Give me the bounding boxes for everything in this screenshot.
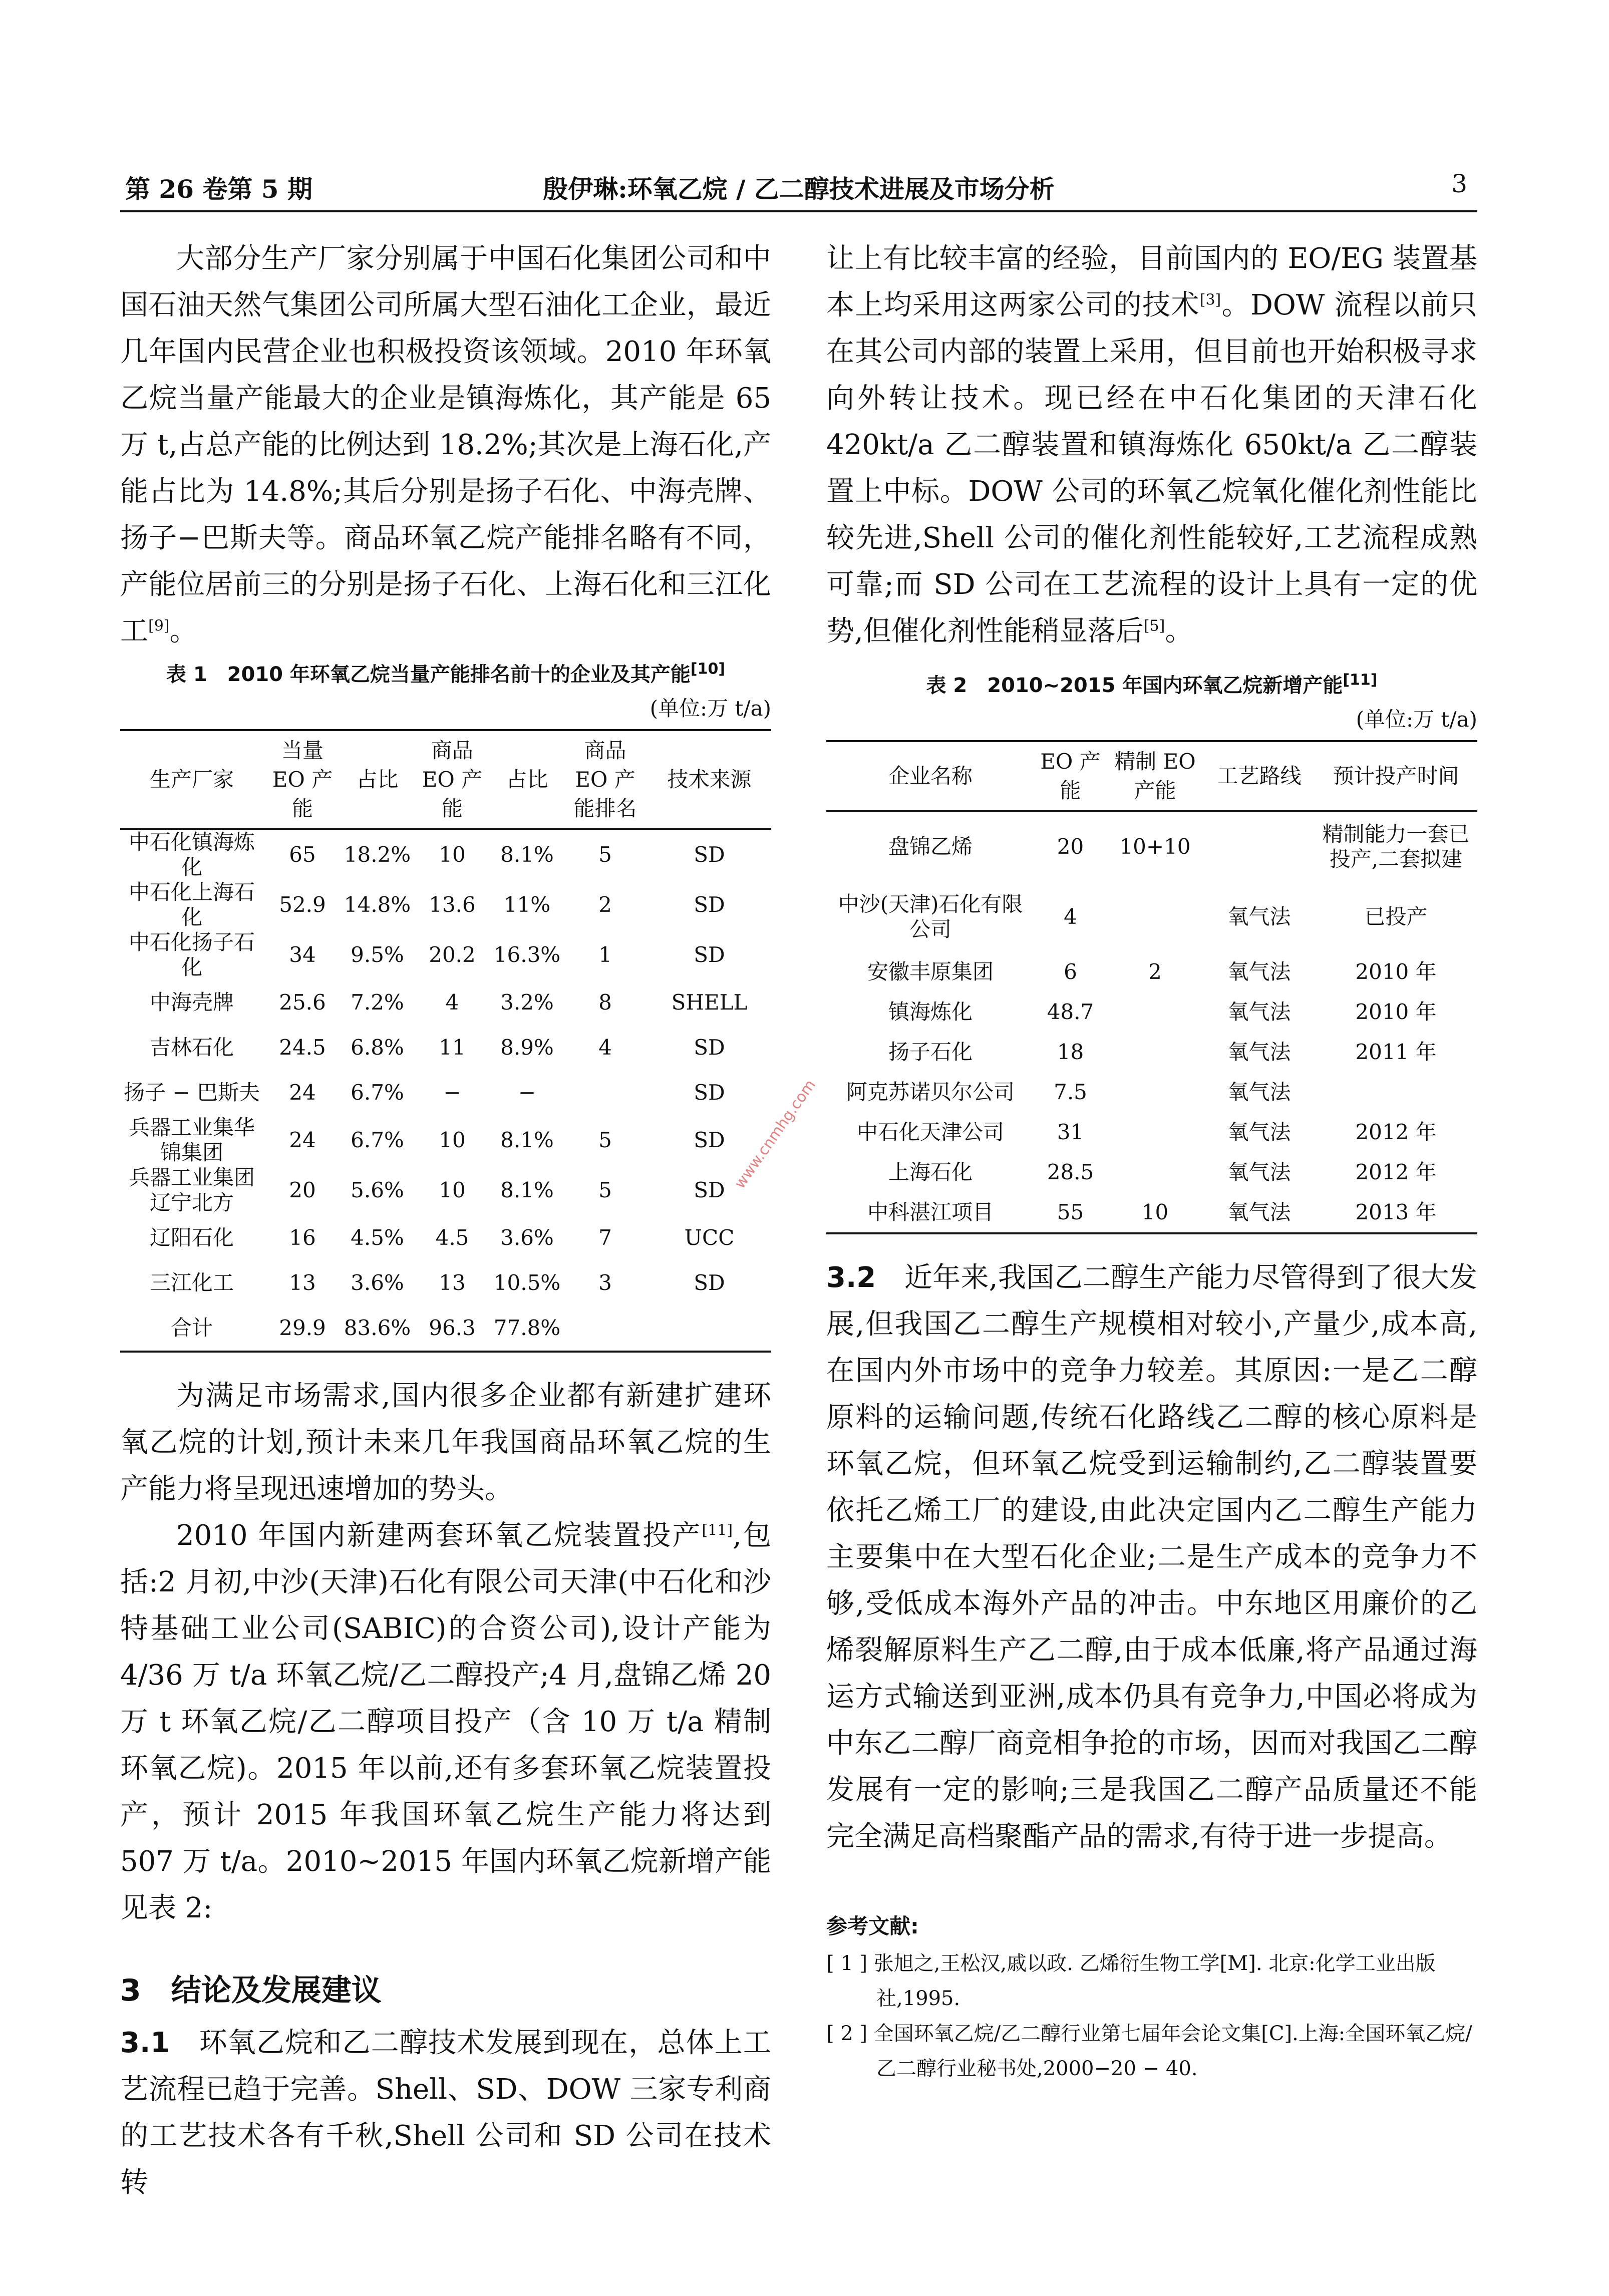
table-cell: 氧气法 <box>1227 1000 1291 1024</box>
table-row <box>120 1070 771 1115</box>
references-title: 参考文献: <box>826 1914 919 1938</box>
table-cell: 24 <box>289 1128 316 1152</box>
table-cell: 8.1% <box>500 842 554 867</box>
table-row <box>826 882 1477 952</box>
table-cell: 28.5 <box>1047 1160 1094 1184</box>
table-cell: 2010 年 <box>1355 1000 1437 1024</box>
table-cell: 6 <box>1064 959 1077 984</box>
table-cell: 氧气法 <box>1227 1160 1291 1184</box>
table-cell: 96.3 <box>413 1305 491 1352</box>
table-cell: 16 <box>289 1225 316 1250</box>
table-cell <box>563 1305 648 1352</box>
table-cell: 10 <box>1106 1192 1204 1233</box>
paragraph: 为满足市场需求,国内很多企业都有新建扩建环氧乙烷的计划,预计未来几年我国商品环氧乙烷的生产能力将呈现迅速增加的势头。 <box>120 1380 771 1505</box>
table-cell: 吉林石化 <box>149 1035 234 1060</box>
table-cell: 兵器工业集团辽宁北方 <box>128 1165 255 1215</box>
table-cell <box>563 1070 648 1115</box>
table-cell: 4 <box>598 1035 612 1060</box>
table-cell: 7.5 <box>1054 1080 1087 1104</box>
table-cell: 52.9 <box>279 892 326 917</box>
table-cell: 扬子石化 <box>888 1040 973 1064</box>
left-table1-header-cell: 商品 EO 产能排名 <box>563 730 648 829</box>
table-cell: 盘锦乙烯 <box>888 834 973 859</box>
section-heading: 3 结论及发展建议 <box>120 1973 382 2008</box>
table-cell: 2012 年 <box>1355 1120 1437 1144</box>
table-cell: 6.8% <box>351 1035 404 1060</box>
left-table1-header-cell: 当量 EO 产能 <box>263 730 342 829</box>
table-row <box>120 1260 771 1305</box>
table-cell: SD <box>694 1178 725 1202</box>
table-cell: UCC <box>684 1225 735 1250</box>
table-cell: 安徽丰原集团 <box>867 959 994 984</box>
table-cell: 中石化天津公司 <box>856 1120 1004 1144</box>
table-cell: 13 <box>439 1270 466 1295</box>
table-cell: 中石化镇海炼化 <box>128 830 255 879</box>
table-cell: 阿克苏诺贝尔公司 <box>846 1080 1015 1104</box>
table-cell: 13 <box>289 1270 316 1295</box>
left-table1-header-cell: 生产厂家 <box>120 730 263 829</box>
table-cell: 2010 年 <box>1355 959 1437 984</box>
table-cell: SD <box>694 1128 725 1152</box>
table-cell: SD <box>694 1080 725 1105</box>
paragraph: 3.2 近年来,我国乙二醇生产能力尽管得到了很大发展,但我国乙二醇生产规模相对较小,产量少,成本高,在国内外市场中的竞争力较差。其原因:一是乙二醇原料的运输问题,传统石化路线乙二醇的核心原料是环氧乙烷，但环氧乙烷受到运输制约,乙二醇装置要依托乙烯工厂的建设,由此决定国内乙二醇生产能力主要集中在大型石化企业;二是生产成本的竞争力不够,受低成本海外产品的冲击。中东地区用廉价的乙烯裂解原料生产乙二醇,由于成本低廉,将产品通过海运方式输送到亚洲,成本仍具有竞争力,中国必将成为中东乙二醇厂商竞相争抢的市场，因而对我国乙二醇发展有一定的影响;三是我国乙二醇产品质量还不能完全满足高档聚酯产品的需求,有待于进一步提高。 <box>826 1261 1477 1853</box>
table-cell: 中石化扬子石化 <box>128 930 255 979</box>
table-row <box>826 992 1477 1032</box>
table-row <box>826 1112 1477 1152</box>
table-cell: 5 <box>598 842 612 867</box>
table-cell: 中海壳牌 <box>149 990 234 1015</box>
table-cell: 上海石化 <box>888 1160 973 1184</box>
table-cell: 18.2% <box>344 842 411 867</box>
table2-unit: (单位:万 t/a) <box>1356 707 1477 732</box>
table-cell: 20.2 <box>429 942 476 967</box>
table-row <box>120 980 771 1025</box>
table-cell <box>1315 1072 1477 1112</box>
table-cell: 77.8% <box>491 1305 563 1352</box>
table-cell: 10.5% <box>493 1270 561 1295</box>
left-table1-header-cell: 技术来源 <box>648 730 771 829</box>
reference-item: [ 2 ] 全国环氧乙烷/乙二醇行业第七届年会论文集[C].上海:全国环氧乙烷/乙二醇行业秘书处,2000−20 − 40. <box>826 2022 1472 2080</box>
left-table1-header-cell: 商品 EO 产能 <box>413 730 491 829</box>
table-cell: 11% <box>503 892 551 917</box>
table-cell: − <box>443 1080 461 1105</box>
table-cell: 24.5 <box>279 1035 326 1060</box>
table-cell: 24 <box>289 1080 316 1105</box>
table-cell: 11 <box>439 1035 466 1060</box>
table-cell: 6.7% <box>351 1128 404 1152</box>
table-cell: 4.5% <box>351 1225 404 1250</box>
left-column <box>120 235 771 2206</box>
table-cell: 18 <box>1057 1040 1084 1064</box>
table-cell: 氧气法 <box>1227 904 1291 929</box>
table-row <box>826 1192 1477 1233</box>
table-row <box>120 1025 771 1070</box>
table-row <box>120 1165 771 1215</box>
paragraph: 让上有比较丰富的经验，目前国内的 EO/EG 装置基本上均采用这两家公司的技术[3]。DOW 流程以前只在其公司内部的装置上采用，但目前也开始积极寻求向外转让技术。现已经在中石化集团的天津石化 420kt/a 乙二醇装置和镇海炼化 650kt/a 乙二醇装置上中标。DOW 公司的环氧乙烷氧化催化剂性能比较先进,Shell 公司的催化剂性能较好,工艺流程成熟可靠;而 SD 公司在工艺流程的设计上具有一定的优势,但催化剂性能稍显落后[5]。 <box>826 242 1477 647</box>
table-cell: 已投产 <box>1364 904 1428 929</box>
table-cell: 兵器工业集华锦集团 <box>128 1115 255 1165</box>
table-cell: 扬子 − 巴斯夫 <box>124 1080 260 1105</box>
table-cell: 3.2% <box>500 990 554 1015</box>
table-cell: 31 <box>1057 1120 1084 1144</box>
running-title: 殷伊琳:环氧乙烷 / 乙二醇技术进展及市场分析 <box>543 174 1055 204</box>
table-cell: 8.1% <box>500 1178 554 1202</box>
table-cell: 83.6% <box>342 1305 413 1352</box>
journal-volume: 第 26 卷第 5 期 <box>125 174 312 204</box>
table-cell: 8.9% <box>500 1035 554 1060</box>
table-cell: 10 <box>439 842 466 867</box>
table-cell: 中石化上海石化 <box>128 880 255 929</box>
table-cell: 镇海炼化 <box>888 1000 973 1024</box>
table-cell: 6.7% <box>351 1080 404 1105</box>
table-cell: SD <box>694 1035 725 1060</box>
table-row <box>826 952 1477 992</box>
table-cell: 1 <box>598 942 612 967</box>
right-table2-header-cell: 工艺路线 <box>1204 741 1315 811</box>
table-cell: 20 <box>1057 834 1084 859</box>
table-cell: SD <box>694 842 725 867</box>
left-table1-header-cell: 占比 <box>491 730 563 829</box>
table-row <box>120 930 771 980</box>
table-cell: 8.1% <box>500 1128 554 1152</box>
table-cell <box>648 1305 771 1352</box>
table-cell: 2012 年 <box>1355 1160 1437 1184</box>
reference-item: [ 1 ] 张旭之,王松汉,戚以政. 乙烯衍生物工学[M]. 北京:化学工业出版社,1995. <box>826 1952 1436 2010</box>
table1 <box>120 729 771 1353</box>
table-cell: 三江化工 <box>149 1270 234 1295</box>
table-cell: 2013 年 <box>1315 1192 1477 1233</box>
table-cell: 3 <box>598 1270 612 1295</box>
table-cell: 2 <box>598 892 612 917</box>
table-cell: 65 <box>289 842 316 867</box>
left-table1-header-cell: 占比 <box>342 730 413 829</box>
right-table2-header-cell: 精制 EO 产能 <box>1106 741 1204 811</box>
table-row <box>826 1072 1477 1112</box>
page-number: 3 <box>1451 169 1467 198</box>
table-cell: 5 <box>598 1128 612 1152</box>
table-row <box>826 1032 1477 1072</box>
table-cell: 氧气法 <box>1204 1192 1315 1233</box>
table-cell: SD <box>694 1270 725 1295</box>
table-cell: 氧气法 <box>1227 1080 1291 1104</box>
table-cell: 4 <box>445 990 459 1015</box>
table-row <box>120 880 771 930</box>
table-cell: 4 <box>1064 904 1077 929</box>
table-cell: SD <box>694 892 725 917</box>
table-cell <box>1204 811 1315 882</box>
references-list <box>826 1946 1477 2086</box>
page-header <box>120 165 1477 212</box>
table-cell: 4.5 <box>435 1225 469 1250</box>
table-cell: SD <box>694 942 725 967</box>
table-cell <box>1106 1112 1204 1152</box>
table-cell: 55 <box>1035 1192 1106 1233</box>
table-cell: 25.6 <box>279 990 326 1015</box>
table-cell: − <box>518 1080 536 1105</box>
right-column <box>826 235 1477 2086</box>
table-cell: 辽阳石化 <box>149 1225 234 1250</box>
table-cell: 10 <box>439 1178 466 1202</box>
table-cell: 3.6% <box>500 1225 554 1250</box>
table-cell: 10 <box>439 1128 466 1152</box>
table1-caption: 表 1 2010 年环氧乙烷当量产能排名前十的企业及其产能[10] <box>166 660 726 686</box>
table-cell: 氧气法 <box>1227 959 1291 984</box>
table-cell: 2011 年 <box>1355 1040 1437 1064</box>
watermark: www.cnmhg.com <box>731 1076 819 1192</box>
table-row <box>826 1152 1477 1192</box>
table-row <box>120 829 771 880</box>
paragraph: 2010 年国内新建两套环氧乙烷装置投产[11],包括:2 月初,中沙(天津)石化有限公司天津(中石化和沙特基础工业公司(SABIC)的合资公司),设计产能为 4/36 万 t/a 环氧乙烷/乙二醇投产;4 月,盘锦乙烯 20 万 t 环氧乙烷/乙二醇项目投产（含 10 万 t/a 精制环氧乙烷)。2015 年以前,还有多套环氧乙烷装置投产，预计 2015 年我国环氧乙烷生产能力将达到 507 万 t/a。2010~2015 年国内环氧乙烷新增产能见表 2: <box>120 1519 771 1924</box>
table-cell: 7.2% <box>351 990 404 1015</box>
table-row <box>120 1215 771 1260</box>
table-cell <box>1106 1032 1204 1072</box>
table-cell: 氧气法 <box>1227 1040 1291 1064</box>
table2 <box>826 740 1477 1234</box>
table-cell: 34 <box>289 942 316 967</box>
table-cell <box>1106 1152 1204 1192</box>
table-cell <box>1106 992 1204 1032</box>
table-cell: 14.8% <box>344 892 411 917</box>
table-cell: 9.5% <box>351 942 404 967</box>
table-cell: 3.6% <box>351 1270 404 1295</box>
table-cell <box>1106 1072 1204 1112</box>
table-cell: 10+10 <box>1119 834 1191 859</box>
table-row <box>120 1305 771 1352</box>
table1-unit: (单位:万 t/a) <box>650 696 771 721</box>
right-table2-header-cell: EO 产能 <box>1035 741 1106 811</box>
table-cell: 中沙(天津)石化有限公司 <box>838 892 1023 941</box>
table-cell: 精制能力一套已投产,二套拟建 <box>1322 822 1470 871</box>
table-cell: 中科湛江项目 <box>826 1192 1035 1233</box>
table2-caption: 表 2 2010~2015 年国内环氧乙烷新增产能[11] <box>926 671 1378 697</box>
right-table2-header-cell: 企业名称 <box>826 741 1035 811</box>
table-cell: 20 <box>289 1178 316 1202</box>
table-cell: 13.6 <box>429 892 476 917</box>
table-cell: SHELL <box>671 990 748 1015</box>
table-cell: 5 <box>598 1178 612 1202</box>
table-cell: 16.3% <box>493 942 561 967</box>
paragraph: 大部分生产厂家分别属于中国石化集团公司和中国石油天然气集团公司所属大型石油化工企业，最近几年国内民营企业也积极投资该领域。2010 年环氧乙烷当量产能最大的企业是镇海炼化，其产能是 65 万 t,占总产能的比例达到 18.2%;其次是上海石化,产能占比为 14.8%;其后分别是扬子石化、中海壳牌、扬子−巴斯夫等。商品环氧乙烷产能排名略有不同，产能位居前三的分别是扬子石化、上海石化和三江化工[9]。 <box>120 242 771 647</box>
table-cell: 合计 <box>120 1305 263 1352</box>
table-cell: 5.6% <box>351 1178 404 1202</box>
table-cell: 8 <box>598 990 612 1015</box>
right-table2-header-cell: 预计投产时间 <box>1315 741 1477 811</box>
table-cell: 2 <box>1148 959 1162 984</box>
table-cell: 48.7 <box>1047 1000 1094 1024</box>
table-row <box>826 811 1477 882</box>
paragraph: 3.1 环氧乙烷和乙二醇技术发展到现在，总体上工艺流程已趋于完善。Shell、SD、DOW 三家专利商的工艺技术各有千秋,Shell 公司和 SD 公司在技术转 <box>120 2027 771 2199</box>
table-cell: 29.9 <box>263 1305 342 1352</box>
table-cell <box>1106 882 1204 952</box>
table-cell: 7 <box>598 1225 612 1250</box>
table-row <box>120 1115 771 1165</box>
table-cell: 氧气法 <box>1227 1120 1291 1144</box>
